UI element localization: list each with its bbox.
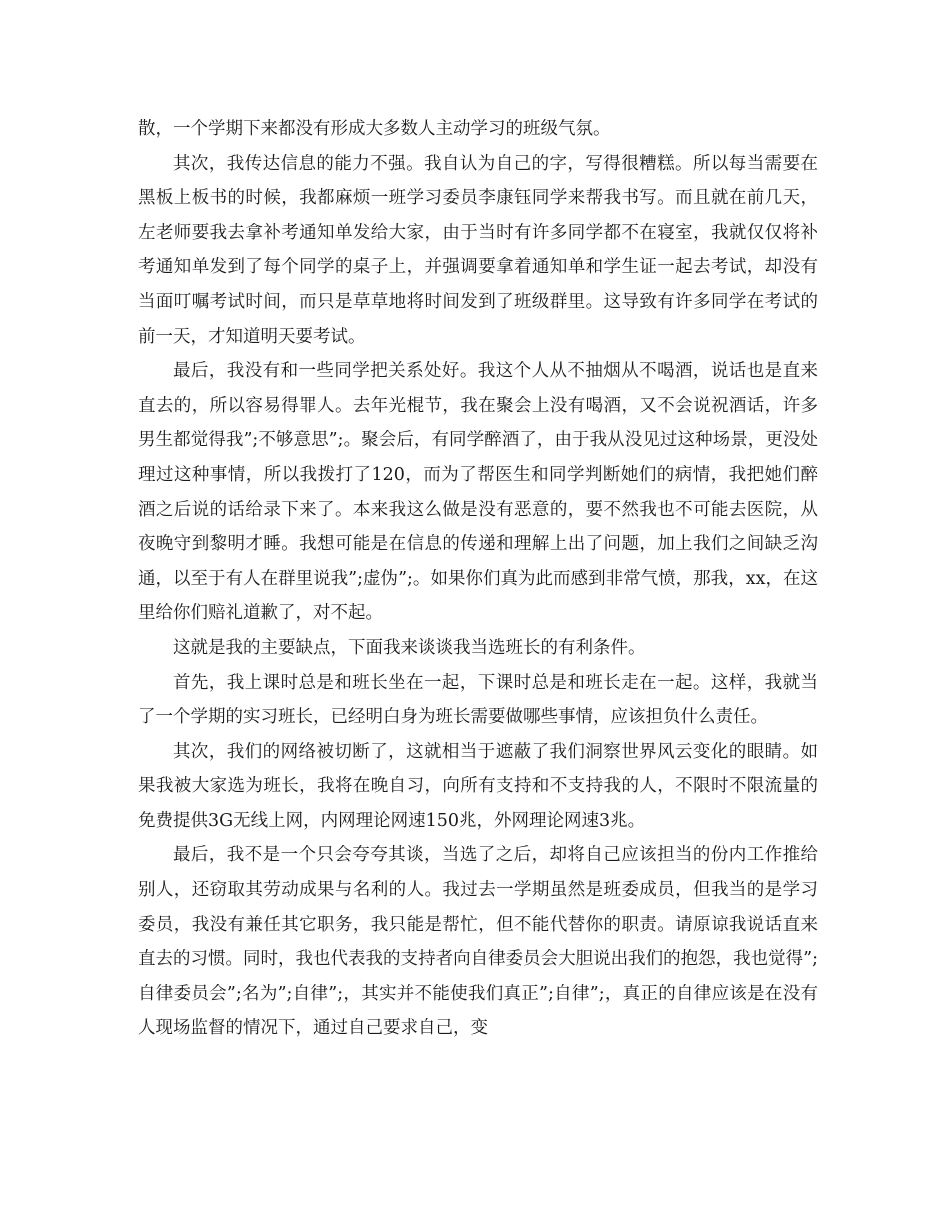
paragraph-7: 最后，我不是一个只会夸夸其谈，当选了之后，却将自己应该担当的份内工作推给别人，还窃取其劳动成果与名利的人。我过去一学期虽然是班委成员，但我当的是学习委员，我没有兼任其它职务，我只能是帮忙，但不能代替你的职责。请原谅我说话直来直去的习惯。同时，我也代表我的支持者向自律委员会大胆说出我们的抱怨，我也觉得”;自律委员会”;名为”;自律”;，其实并不能使我们真正”;自律”;，真正的自律应该是在没有人现场监督的情况下，通过自己要求自己，变 [138,845,818,1039]
paragraph-6: 其次，我们的网络被切断了，这就相当于遮蔽了我们洞察世界风云变化的眼睛。如果我被大家选为班长，我将在晚自习，向所有支持和不支持我的人，不限时不限流量的免费提供3G无线上网，内网理论网速150兆，外网理论网速3兆。 [138,741,818,831]
paragraph-3: 最后，我没有和一些同学把关系处好。我这个人从不抽烟从不喝酒，说话也是直来直去的，所以容易得罪人。去年光棍节，我在聚会上没有喝酒，又不会说祝酒话，许多男生都觉得我”;不够意思”;。聚会后，有同学醉酒了，由于我从没见过这种场景，更没处理过这种事情，所以我拨打了120，而为了帮医生和同学判断她们的病情，我把她们醉酒之后说的话给录下来了。本来我这么做是没有恶意的，要不然我也不可能去医院，从夜晚守到黎明才睡。我想可能是在信息的传递和理解上出了问题，加上我们之间缺乏沟通，以至于有人在群里说我”;虚伪”;。如果你们真为此而感到非常气愤，那我，xx，在这里给你们赔礼道歉了，对不起。 [138,361,818,624]
paragraph-5: 首先，我上课时总是和班长坐在一起，下课时总是和班长走在一起。这样，我就当了一个学期的实习班长，已经明白身为班长需要做哪些事情，应该担负什么责任。 [138,672,818,728]
paragraph-2: 其次，我传达信息的能力不强。我自认为自己的字，写得很糟糕。所以每当需要在黑板上板书的时候，我都麻烦一班学习委员李康钰同学来帮我书写。而且就在前几天，左老师要我去拿补考通知单发给大家，由于当时有许多同学都不在寝室，我就仅仅将补考通知单发到了每个同学的桌子上，并强调要拿着通知单和学生证一起去考试，却没有当面叮嘱考试时间，而只是草草地将时间发到了班级群里。这导致有许多同学在考试的前一天，才知道明天要考试。 [138,153,818,347]
document-body [138,112,818,1046]
paragraph-1: 散，一个学期下来都没有形成大多数人主动学习的班级气氛。 [138,119,611,139]
paragraph-4: 这就是我的主要缺点，下面我来谈谈我当选班长的有利条件。 [173,637,646,658]
